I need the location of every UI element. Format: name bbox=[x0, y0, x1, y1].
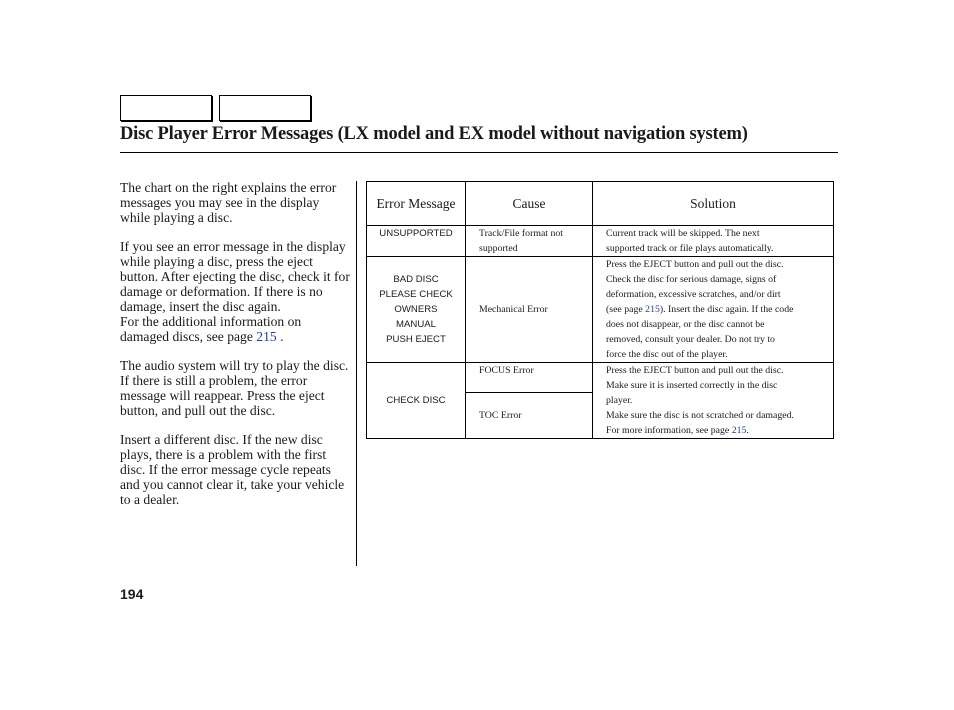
solution-cell bbox=[593, 363, 834, 439]
solution-line bbox=[606, 423, 829, 438]
header-solution: Solution bbox=[593, 182, 834, 226]
solution-line bbox=[606, 302, 829, 317]
solution-line: supported track or file plays automatically. bbox=[606, 243, 774, 254]
column-divider bbox=[356, 181, 357, 566]
solution-cell bbox=[593, 257, 834, 363]
intro-paragraph-3: The audio system will try to play the disc. If there is still a problem, the error message will reappear. Press the eject button, and pull out the disc. bbox=[120, 358, 349, 418]
cause-cell: TOC Error bbox=[466, 393, 593, 439]
solution-line: player. bbox=[606, 395, 633, 406]
error-message-cell: UNSUPPORTED bbox=[367, 226, 466, 257]
page-link-215[interactable]: 215 bbox=[256, 329, 277, 344]
nav-button-contents[interactable] bbox=[120, 95, 212, 121]
intro-paragraph-2 bbox=[120, 239, 352, 344]
intro-paragraph-2-text: If you see an error message in the display while playing a disc, press the eject button. After ejecting the disc, check it for damage or deformation. If there is no damage, insert the disc again. bbox=[120, 239, 350, 314]
solution-line: deformation, excessive scratches, and/or dirt bbox=[606, 289, 781, 300]
intro-paragraph-2-end: . bbox=[276, 329, 284, 344]
solution-text: . bbox=[746, 425, 749, 436]
solution-line: Press the EJECT button and pull out the disc. bbox=[606, 365, 784, 376]
table-row bbox=[367, 257, 834, 363]
cause-cell: Mechanical Error bbox=[466, 257, 593, 363]
intro-paragraph-2-more: For the additional information on damaged discs, see page bbox=[120, 314, 302, 344]
solution-text: ). Insert the disc again. If the code bbox=[659, 304, 794, 315]
solution-line: Check the disc for serious damage, signs of bbox=[606, 274, 777, 285]
table-row bbox=[367, 363, 834, 393]
solution-line: Make sure it is inserted correctly in the disc bbox=[606, 380, 778, 391]
solution-line: removed, consult your dealer. Do not try to bbox=[606, 334, 775, 345]
header-cause: Cause bbox=[466, 182, 593, 226]
page-link-215[interactable]: 215 bbox=[731, 425, 747, 436]
solution-line: Press the EJECT button and pull out the disc. bbox=[606, 259, 784, 270]
nav-button-index[interactable] bbox=[219, 95, 311, 121]
solution-line: Make sure the disc is not scratched or damaged. bbox=[606, 410, 794, 421]
message-line: MANUAL bbox=[396, 319, 436, 330]
error-message-cell bbox=[367, 257, 466, 363]
solution-text: (see page bbox=[606, 304, 646, 315]
solution-line: force the disc out of the player. bbox=[606, 349, 728, 360]
message-line: OWNERS bbox=[394, 304, 438, 315]
intro-paragraph-1: The chart on the right explains the error messages you may see in the display while playing a disc. bbox=[120, 180, 337, 225]
intro-paragraph-4: Insert a different disc. If the new disc plays, there is a problem with the first disc. If the error message cycle repeats and you cannot clear it, take your vehicle to a dealer. bbox=[120, 432, 345, 507]
error-message-cell: CHECK DISC bbox=[367, 363, 466, 439]
solution-cell bbox=[593, 226, 834, 257]
cause-cell: FOCUS Error bbox=[466, 363, 593, 393]
title-divider bbox=[120, 152, 838, 153]
intro-text bbox=[120, 180, 352, 521]
message-line: PLEASE CHECK bbox=[379, 289, 453, 300]
solution-line: Current track will be skipped. The next bbox=[606, 228, 760, 239]
cause-cell: Track/File format not supported bbox=[466, 226, 593, 257]
table-header-row bbox=[367, 182, 834, 226]
message-line: PUSH EJECT bbox=[386, 334, 446, 345]
message-line: BAD DISC bbox=[393, 274, 439, 285]
solution-line: does not disappear, or the disc cannot be bbox=[606, 319, 765, 330]
page-link-215[interactable]: 215 bbox=[645, 304, 660, 315]
page-title: Disc Player Error Messages (LX model and EX model without navigation system) bbox=[120, 124, 748, 144]
error-message-table bbox=[366, 181, 834, 439]
header-error-message: Error Message bbox=[367, 182, 466, 226]
table-row bbox=[367, 226, 834, 257]
page-number: 194 bbox=[120, 586, 144, 602]
solution-text: For more information, see page bbox=[606, 425, 732, 436]
